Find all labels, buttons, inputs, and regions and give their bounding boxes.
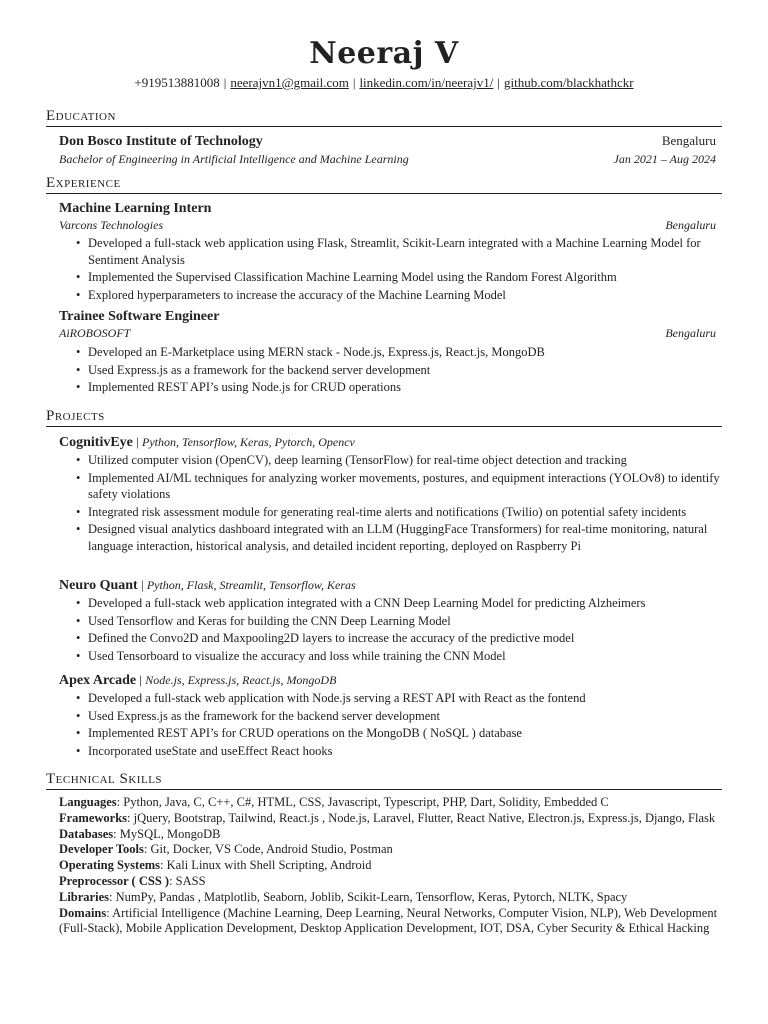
skills-list [59, 795, 719, 937]
list-item: • Implemented AI/ML techniques for analyzing worker movements, postures, and equipment interactions (YOLOv8) to identify safety violations [88, 470, 728, 503]
skill-label: Libraries [59, 889, 109, 904]
skill-value: Artificial Intelligence (Machine Learning, Deep Learning, Neural Networks, Computer Vision, NLP), Web Development (Full-Stack), Mobile Application Development, Desktop Application Development, IOT, DSA, Cyber Security & Ethical Hacking [59, 905, 718, 936]
project-heading [59, 672, 716, 689]
list-item: • Implemented REST API’s for CRUD operations on the MongoDB ( NoSQL ) database [88, 725, 728, 742]
separator: | [223, 75, 227, 90]
list-item: • Used Express.js as a framework for the backend server development [88, 362, 728, 379]
skill-line: Preprocessor ( CSS ): SASS [59, 873, 206, 888]
job-company-row [59, 326, 716, 341]
skill-value: jQuery, Bootstrap, Tailwind, React.js , Node.js, Laravel, Flutter, React Native, Electron.js, Express.js, Django, Flask [133, 810, 716, 825]
list-item: • Implemented the Supervised Classification Machine Learning Model using the Random Forest Algorithm [88, 269, 728, 286]
candidate-name: Neeraj V [309, 36, 459, 71]
job-company-row [59, 218, 716, 233]
skill-line: Databases: MySQL, MongoDB [59, 826, 221, 841]
skill-line: Libraries: NumPy, Pandas , Matplotlib, Seaborn, Joblib, Scikit-Learn, Tensorflow, Keras, Pytorch, NLTK, Spacy [59, 889, 628, 904]
github-link[interactable]: github.com/blackhathckr [503, 75, 634, 90]
list-item: • Implemented REST API’s using Node.js for CRUD operations [88, 379, 728, 396]
project-bullets [88, 452, 728, 555]
project-heading [59, 577, 716, 594]
list-item: • Designed visual analytics dashboard integrated with an LLM (HuggingFace Transformers) for real-time monitoring, natural language interaction, historical analysis, and detailed incident reporting, deployed on Raspberry Pi [88, 521, 728, 554]
section-heading-skills: Technical Skills [46, 771, 722, 790]
project-tech: Python, Tensorflow, Keras, Pytorch, Opencv [142, 435, 355, 449]
skill-line: Operating Systems: Kali Linux with Shell Scripting, Android [59, 858, 372, 873]
skill-line: Developer Tools: Git, Docker, VS Code, Android Studio, Postman [59, 842, 393, 857]
job-bullets [88, 344, 728, 397]
skill-line: Domains: Artificial Intelligence (Machine Learning, Deep Learning, Neural Networks, Computer Vision, NLP), Web Development (Full-Stack), Mobile Application Development, Desktop Application Development, IOT, DSA, Cyber Security & Ethical Hacking [59, 905, 718, 936]
job-title: Machine Learning Intern [59, 201, 212, 216]
list-item: • Utilized computer vision (OpenCV), deep learning (TensorFlow) for real-time object detection and tracking [88, 452, 728, 469]
project-name: Apex Arcade [59, 673, 137, 688]
separator: | [139, 672, 142, 687]
list-item: • Used Express.js as the framework for the backend server development [88, 708, 728, 725]
list-item: • Developed a full-stack web application with Node.js serving a REST API with React as the fontend [88, 690, 728, 707]
job-title-row [59, 200, 716, 217]
company-name: Varcons Technologies [59, 218, 164, 232]
company-name: AiROBOSOFT [59, 326, 131, 340]
job-location: Bengaluru [665, 326, 716, 340]
section-heading-projects: Projects [46, 408, 722, 427]
education-subline [59, 152, 716, 167]
job-bullets [88, 235, 728, 304]
job-title-row [59, 308, 716, 325]
degree-name: Bachelor of Engineering in Artificial Intelligence and Machine Learning [59, 152, 409, 166]
list-item: • Defined the Convo2D and Maxpooling2D layers to increase the accuracy of the predictive model [88, 630, 728, 647]
list-item: • Explored hyperparameters to increase the accuracy of the Machine Learning Model [88, 287, 728, 304]
skill-label: Languages [59, 795, 117, 809]
skill-value: NumPy, Pandas , Matplotlib, Seaborn, Joblib, Scikit-Learn, Tensorflow, Keras, Pytorch, NLTK, Spacy [115, 889, 628, 904]
project-bullets [88, 690, 728, 760]
list-item: • Used Tensorboard to visualize the accuracy and loss while training the CNN Model [88, 648, 728, 665]
list-item: • Incorporated useState and useEffect React hooks [88, 743, 728, 760]
skill-value: MySQL, MongoDB [119, 826, 221, 841]
list-item: • Developed a full-stack web application integrated with a CNN Deep Learning Model for predicting Alzheimers [88, 595, 728, 612]
project-tech: Python, Flask, Streamlit, Tensorflow, Keras [146, 578, 356, 592]
section-heading-experience: Experience [46, 175, 722, 194]
skill-line: Languages: Python, Java, C, C++, C#, HTML, CSS, Javascript, Typescript, PHP, Dart, Solidity, Embedded C [59, 795, 609, 809]
list-item: • Integrated risk assessment module for generating real-time alerts and notifications (Twilio) on potential safety incidents [88, 504, 728, 521]
education-location: Bengaluru [661, 133, 716, 148]
education-dates: Jan 2021 – Aug 2024 [613, 152, 716, 166]
skill-value: Kali Linux with Shell Scripting, Android [166, 858, 372, 873]
skill-line: Frameworks: jQuery, Bootstrap, Tailwind, React.js , Node.js, Laravel, Flutter, React Native, Electron.js, Express.js, Django, Flask [59, 810, 716, 825]
contact-line [0, 75, 768, 91]
phone-number: +919513881008 [134, 75, 220, 90]
skill-value: Git, Docker, VS Code, Android Studio, Postman [150, 842, 393, 857]
project-heading [59, 434, 716, 451]
education-entry [59, 133, 716, 150]
separator: | [140, 577, 144, 592]
project-name: CognitivEye [59, 435, 133, 450]
skill-label: Databases [59, 826, 114, 841]
skill-label: Domains [59, 905, 107, 920]
job-title: Trainee Software Engineer [59, 309, 220, 324]
project-bullets [88, 595, 728, 665]
list-item: • Used Tensorflow and Keras for building the CNN Deep Learning Model [88, 613, 728, 630]
skill-label: Developer Tools [59, 842, 144, 857]
job-location: Bengaluru [665, 218, 716, 232]
list-item: • Developed a full-stack web application using Flask, Streamlit, Scikit-Learn integrated with a Machine Learning Model for Sentiment Analysis [88, 235, 728, 268]
skill-value: SASS [175, 873, 206, 888]
skill-label: Preprocessor ( CSS ) [59, 873, 170, 888]
separator: | [136, 434, 139, 449]
project-name: Neuro Quant [59, 578, 138, 593]
section-heading-education: Education [46, 108, 722, 127]
skill-label: Frameworks [59, 810, 128, 825]
linkedin-link[interactable]: linkedin.com/in/neerajv1/ [359, 75, 494, 90]
email-link[interactable]: neerajvn1@gmail.com [230, 75, 349, 90]
skill-value: Python, Java, C, C++, C#, HTML, CSS, Javascript, Typescript, PHP, Dart, Solidity, Embedded C [123, 795, 609, 809]
separator: | [497, 75, 500, 90]
list-item: • Developed an E-Marketplace using MERN stack - Node.js, Express.js, React.js, MongoDB [88, 344, 728, 361]
project-tech: Node.js, Express.js, React.js, MongoDB [145, 673, 337, 687]
separator: | [352, 75, 356, 90]
institution-name: Don Bosco Institute of Technology [59, 134, 263, 149]
skill-label: Operating Systems [59, 858, 161, 873]
